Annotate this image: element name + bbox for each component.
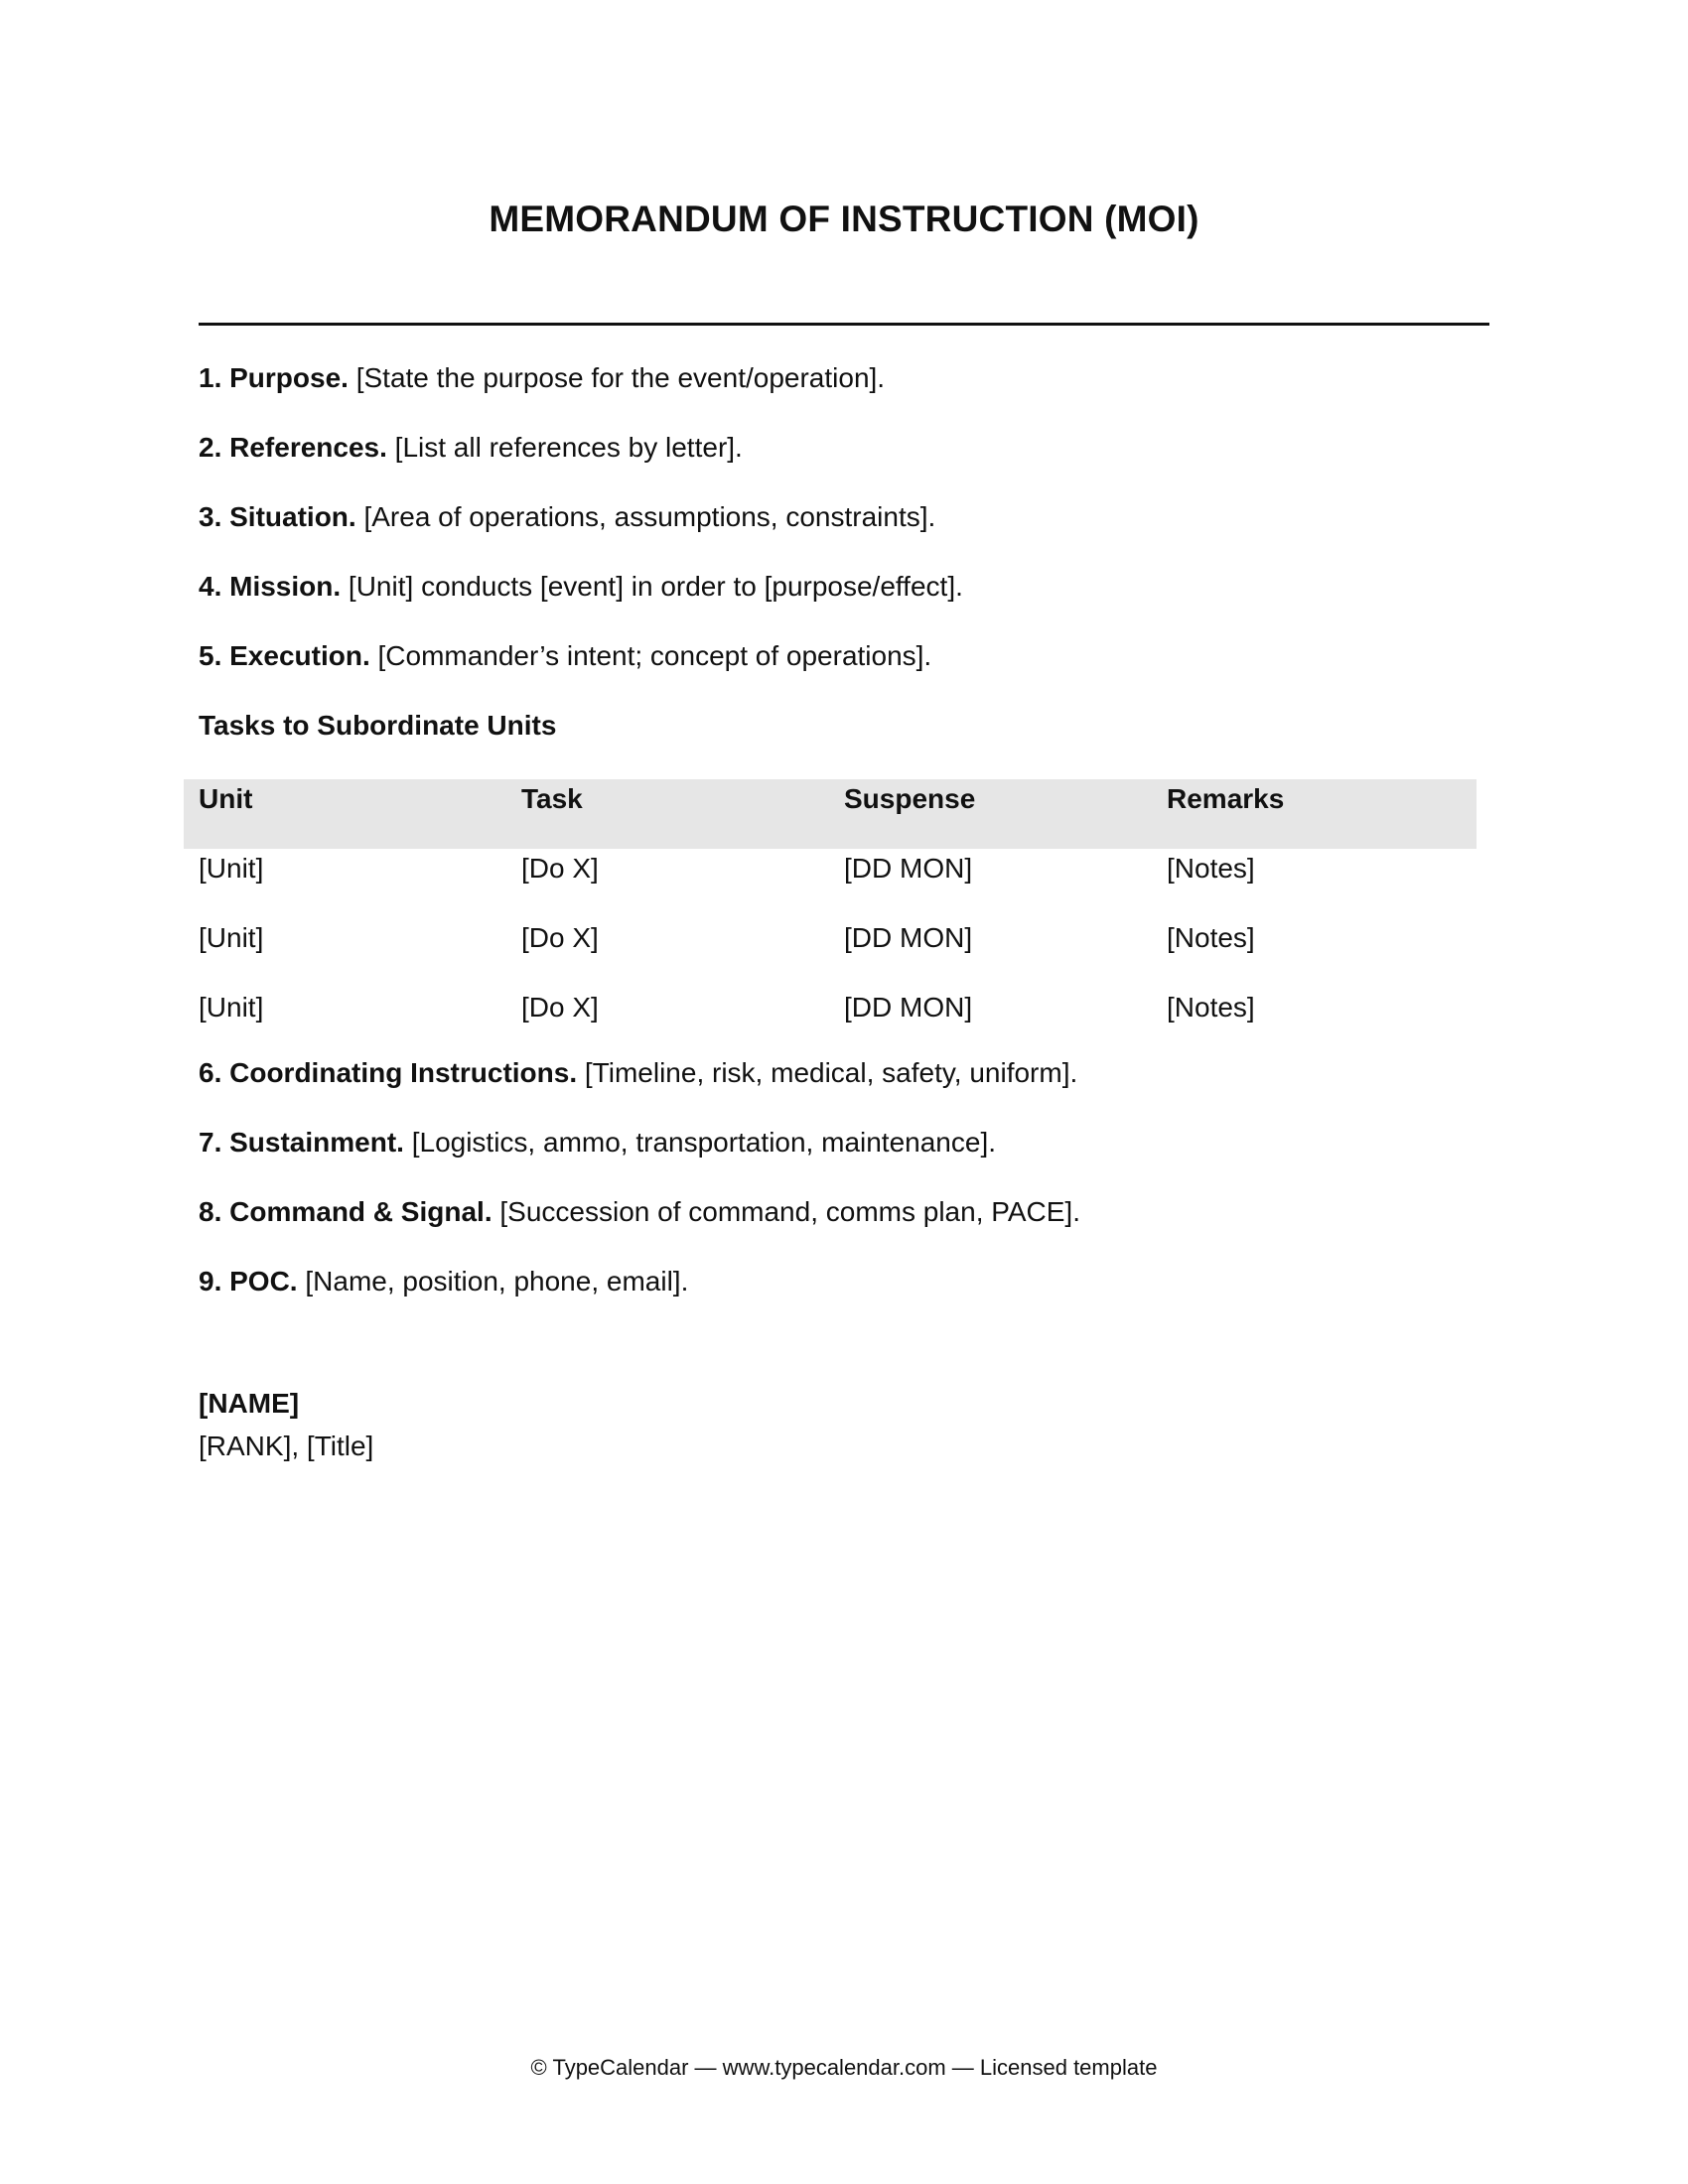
section-text: [List all references by letter]. bbox=[386, 432, 743, 463]
section-label: 8. Command & Signal. bbox=[199, 1196, 492, 1227]
table-cell: [Unit] bbox=[199, 992, 264, 1023]
section-situation bbox=[199, 498, 1489, 536]
tasks-heading: Tasks to Subordinate Units bbox=[199, 710, 557, 741]
tasks-table bbox=[184, 779, 1477, 1057]
section-text: [State the purpose for the event/operation]. bbox=[348, 362, 886, 393]
section-sustainment bbox=[199, 1124, 1489, 1161]
section-label: 2. References. bbox=[199, 432, 387, 463]
table-cell: [Notes] bbox=[1167, 922, 1255, 953]
section-label: 5. Execution. bbox=[199, 640, 370, 671]
section-command-signal bbox=[199, 1193, 1489, 1231]
signature-rank-title: [RANK], [Title] bbox=[199, 1431, 374, 1461]
table-cell: [DD MON] bbox=[844, 992, 973, 1023]
header-cell: Suspense bbox=[844, 783, 976, 814]
header-cell: Task bbox=[521, 783, 583, 814]
section-label: 6. Coordinating Instructions. bbox=[199, 1057, 578, 1088]
table-row bbox=[184, 988, 1477, 1057]
table-cell: [Notes] bbox=[1167, 992, 1255, 1023]
signature-name: [NAME] bbox=[199, 1388, 300, 1419]
table-cell: [Notes] bbox=[1167, 853, 1255, 884]
section-text: [Area of operations, assumptions, constraints]. bbox=[355, 501, 936, 532]
section-text: [Name, position, phone, email]. bbox=[297, 1266, 689, 1297]
footer-copyright: © TypeCalendar — www.typecalendar.com — Licensed template bbox=[530, 2055, 1158, 2080]
header-cell: Remarks bbox=[1167, 783, 1285, 814]
section-label: 1. Purpose. bbox=[199, 362, 349, 393]
section-label: 3. Situation. bbox=[199, 501, 356, 532]
document-title: MEMORANDUM OF INSTRUCTION (MOI) bbox=[489, 199, 1199, 239]
table-header-row bbox=[184, 779, 1477, 849]
section-text: [Succession of command, comms plan, PACE]. bbox=[492, 1196, 1080, 1227]
section-label: 7. Sustainment. bbox=[199, 1127, 404, 1158]
section-text: [Logistics, ammo, transportation, maintenance]. bbox=[403, 1127, 997, 1158]
section-poc bbox=[199, 1263, 1489, 1300]
table-cell: [DD MON] bbox=[844, 922, 973, 953]
section-label: 4. Mission. bbox=[199, 571, 342, 602]
table-cell: [DD MON] bbox=[844, 853, 973, 884]
section-execution bbox=[199, 637, 1489, 675]
title-divider bbox=[199, 323, 1489, 326]
table-cell: [Unit] bbox=[199, 853, 264, 884]
section-text: [Timeline, risk, medical, safety, uniform]. bbox=[577, 1057, 1078, 1088]
section-coordinating-instructions bbox=[199, 1054, 1489, 1092]
table-cell: [Do X] bbox=[521, 922, 599, 953]
table-cell: [Do X] bbox=[521, 992, 599, 1023]
table-cell: [Do X] bbox=[521, 853, 599, 884]
section-purpose bbox=[199, 359, 1489, 397]
section-label: 9. POC. bbox=[199, 1266, 298, 1297]
section-text: [Unit] conducts [event] in order to [purpose/effect]. bbox=[341, 571, 963, 602]
section-references bbox=[199, 429, 1489, 467]
header-cell: Unit bbox=[199, 783, 253, 814]
table-row bbox=[184, 849, 1477, 918]
section-mission bbox=[199, 568, 1489, 606]
table-cell: [Unit] bbox=[199, 922, 264, 953]
table-row bbox=[184, 918, 1477, 988]
section-text: [Commander’s intent; concept of operations]. bbox=[369, 640, 932, 671]
